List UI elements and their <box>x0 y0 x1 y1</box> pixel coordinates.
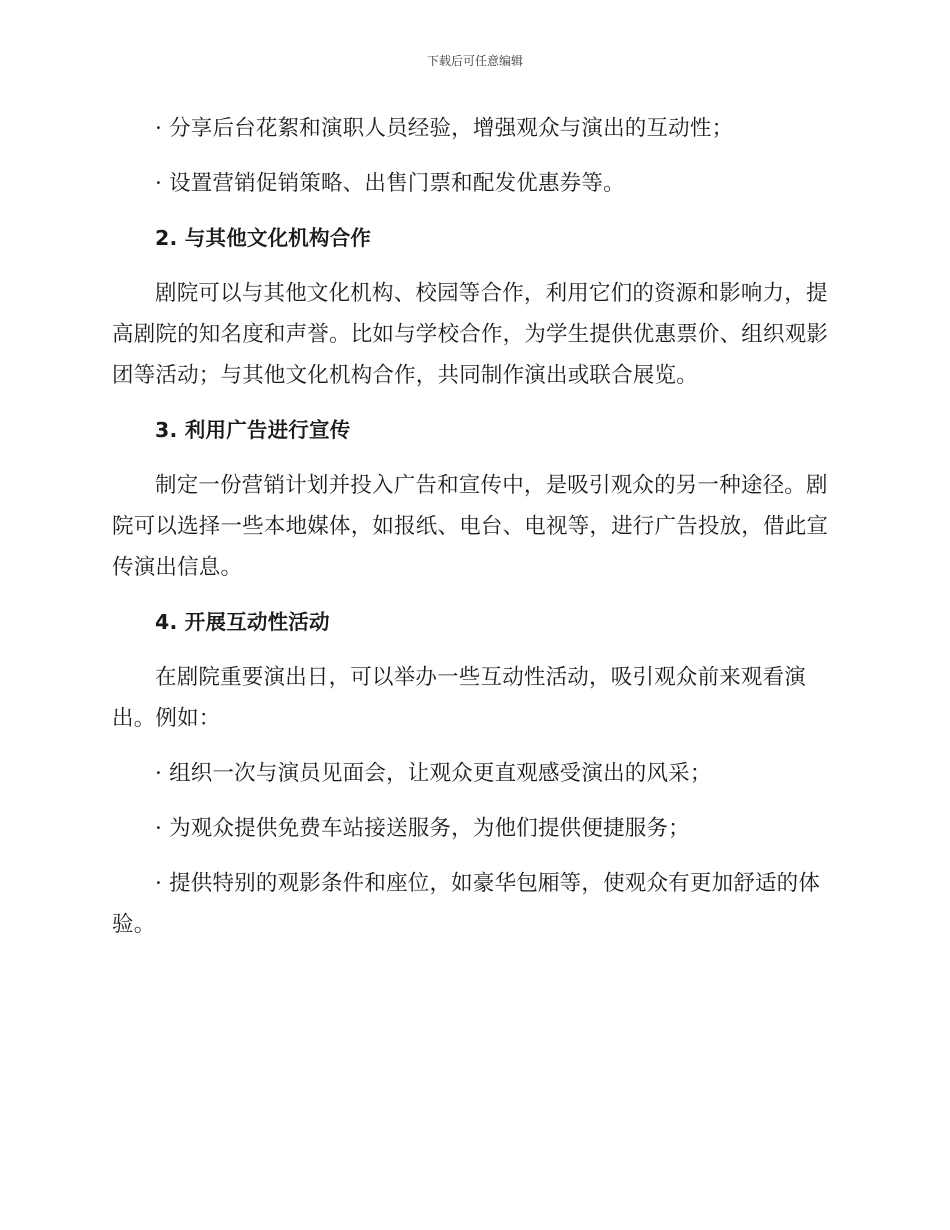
section-heading-2: 2. 与其他文化机构合作 <box>155 226 372 250</box>
bullet-item: · 分享后台花絮和演职人员经验，增强观众与演出的互动性； <box>155 116 734 141</box>
bullet-item: · 提供特别的观影条件和座位，如豪华包厢等，使观众有更加舒适的体验。 <box>112 871 821 937</box>
paragraph-4: 在剧院重要演出日，可以举办一些互动性活动，吸引观众前来观看演出。例如： <box>112 665 807 731</box>
bullet-item: · 设置营销促销策略、出售门票和配发优惠券等。 <box>155 171 625 196</box>
paragraph-3: 制定一份营销计划并投入广告和宣传中，是吸引观众的另一种途径。剧院可以选择一些本地媒体，如报纸、电台、电视等，进行广告投放，借此宣传演出信息。 <box>112 473 829 580</box>
section-heading-4: 4. 开展互动性活动 <box>155 610 330 634</box>
bullet-item: · 组织一次与演员见面会，让观众更直观感受演出的风采； <box>155 761 712 786</box>
page-header: 下载后可任意编辑 <box>426 54 523 68</box>
section-heading-3: 3. 利用广告进行宣传 <box>155 418 351 442</box>
document-body <box>112 108 834 959</box>
bullet-item: · 为观众提供免费车站接送服务，为他们提供便捷服务； <box>155 816 690 841</box>
paragraph-2: 剧院可以与其他文化机构、校园等合作，利用它们的资源和影响力，提高剧院的知名度和声誉。比如与学校合作，为学生提供优惠票价、组织观影团等活动；与其他文化机构合作，共同制作演出或联合展览。 <box>112 281 829 388</box>
